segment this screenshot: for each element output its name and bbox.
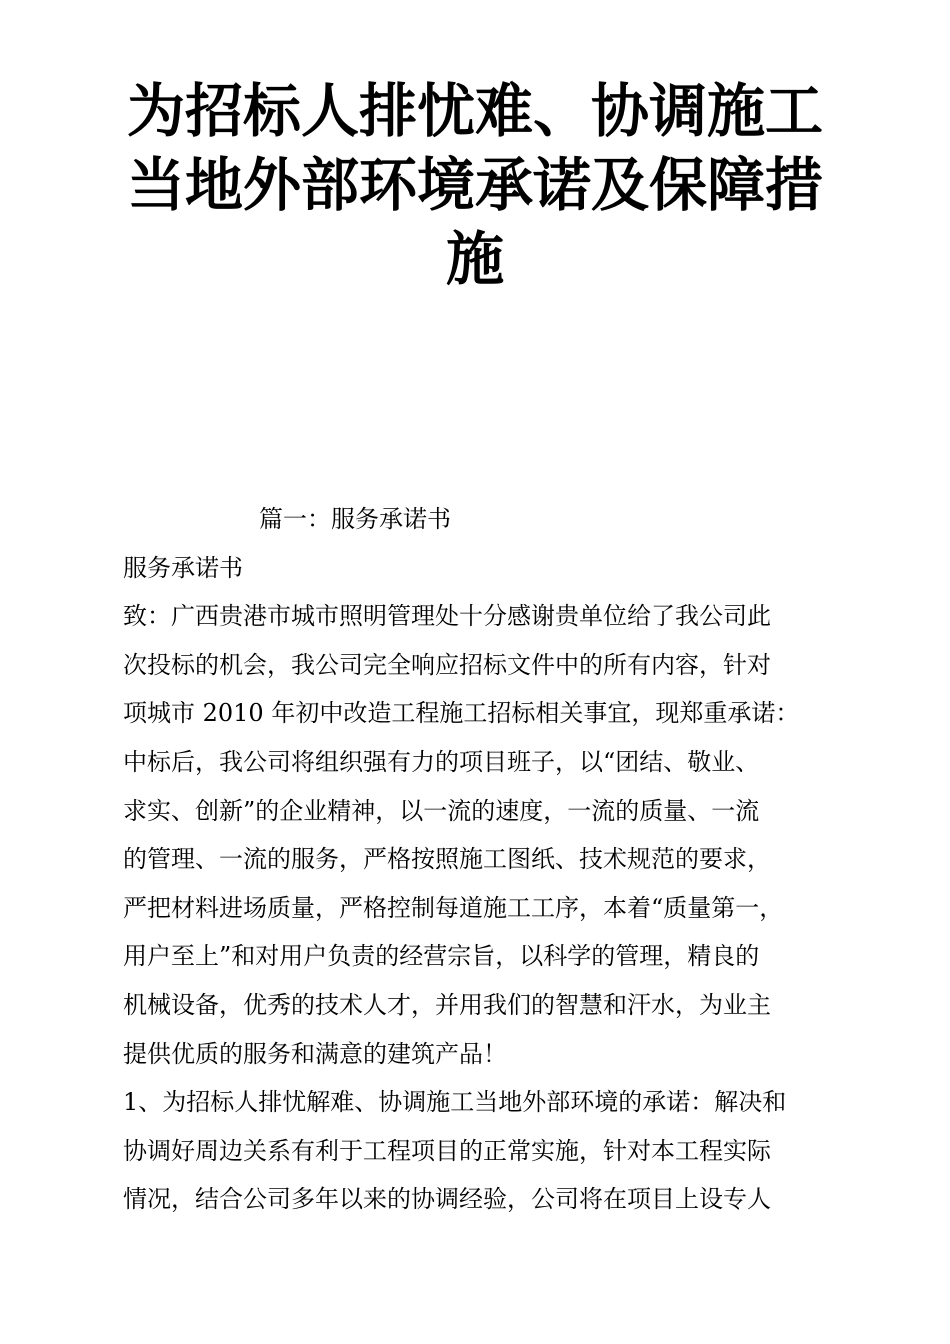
title-line: 当地外部环境承诺及保障措 bbox=[126, 151, 823, 219]
body-line: 严把材料进场质量，严格控制每道施工工序，本着“质量第一， bbox=[123, 893, 784, 922]
body-line: 情况，结合公司多年以来的协调经验，公司将在项目上设专人 bbox=[123, 1185, 771, 1214]
body-line: 提供优质的服务和满意的建筑产品！ bbox=[123, 1039, 507, 1068]
body-line: 次投标的机会，我公司完全响应招标文件中的所有内容，针对 bbox=[123, 650, 771, 679]
title-line: 为招标人排忧难、协调施工 bbox=[126, 77, 823, 145]
body-line: 中标后，我公司将组织强有力的项目班子，以“团结、敬业、 bbox=[123, 747, 760, 776]
body-line: 1、为招标人排忧解难、协调施工当地外部环境的承诺：解决和 bbox=[123, 1088, 787, 1117]
body-line: 致：广西贵港市城市照明管理处十分感谢贵单位给了我公司此 bbox=[123, 602, 771, 631]
body-line: 求实、创新”的企业精神，以一流的速度，一流的质量、一流 bbox=[123, 796, 760, 825]
section-heading: 篇一：服务承诺书 bbox=[259, 505, 451, 533]
document-body bbox=[123, 495, 843, 1224]
body-line: 机械设备，优秀的技术人才，并用我们的智慧和汗水，为业主 bbox=[123, 990, 771, 1019]
body-line: 用户至上”和对用户负责的经营宗旨，以科学的管理，精良的 bbox=[123, 942, 760, 971]
body-line: 项城市 2010 年初中改造工程施工招标相关事宜，现郑重承诺： bbox=[123, 699, 800, 728]
paragraph-heading: 服务承诺书 bbox=[123, 553, 243, 582]
body-line: 的管理、一流的服务，严格按照施工图纸、技术规范的要求， bbox=[123, 845, 771, 874]
document-title bbox=[110, 74, 840, 296]
title-line: 施 bbox=[445, 225, 504, 293]
body-line: 协调好周边关系有利于工程项目的正常实施，针对本工程实际 bbox=[123, 1136, 771, 1165]
